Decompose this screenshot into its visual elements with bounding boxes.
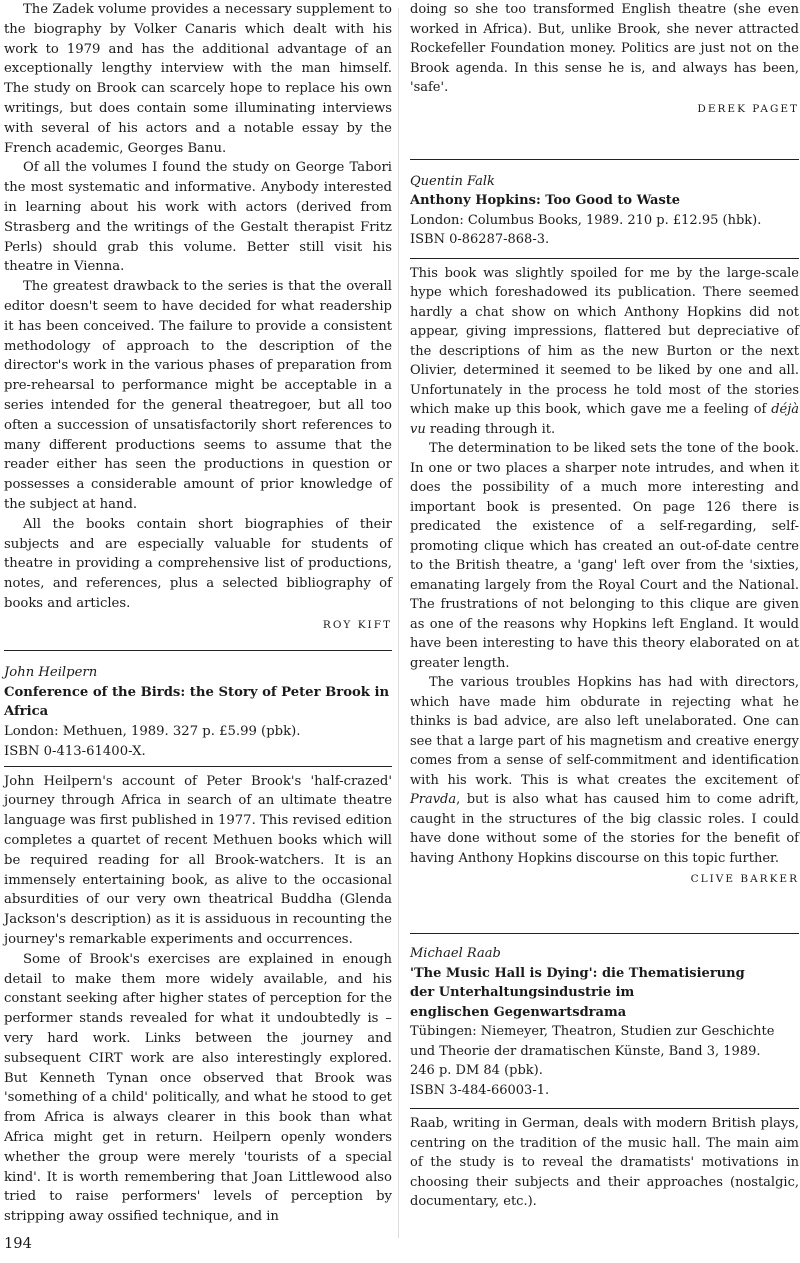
- reviewer-signature: DEREK PAGET: [697, 102, 799, 115]
- publisher-line: Tübingen: Niemeyer, Theatron, Studien zur Geschichte: [410, 1024, 775, 1039]
- section-divider: [410, 933, 799, 934]
- right-column: [410, 0, 799, 1212]
- title-line: der Unterhaltungsindustrie im: [410, 985, 635, 1000]
- section-divider: [4, 766, 392, 767]
- paragraph-raab: Raab, writing in German, deals with modern British plays, centring on the tradition of the music hall. The main aim of the study is to reveal the dramatists' motivations in choosing their subjects and their approaches (nostalgic, documentary, etc.).: [410, 1116, 799, 1209]
- reviewer-signature: CLIVE BARKER: [690, 873, 799, 885]
- paragraph-brook-exercises: Some of Brook's exercises are explained in enough detail to make them more widely available, and his constant seeking after higher states of perception for the performer stands revealed for what it undoubtedly is – very hard work. Links between the journey and subsequent CIRT work are also interestingly explored. But Kenneth Tynan once observed that Brook was 'something of a child' politically, and what he stood to get from Africa is always clearer in this book than what Africa might get in return. Heilpern openly wonders whether the group were merely 'tourists of a special kind'. It is worth remembering that Joan Littlewood also tried to raise performers' levels of perception by stripping away ossified technique, and in: [4, 951, 392, 1225]
- paragraph-troubles: The various troubles Hopkins has had with directors, which have made him obdurate in rejecting what he thinks is bad advice, are also left unelaborated. One can see that a large part of his magnetism and creative energy comes from a sense of self-commitment and identification with his work. This is what creates the excitement of Pravda, but is also what has caused him to come adrift, caught in the structures of the big classic roles. I could have done without some of the stories for the benefit of having Anthony Hopkins discourse on this topic further.: [410, 675, 799, 866]
- left-column: [4, 0, 392, 1227]
- book-publisher: London: Columbus Books, 1989. 210 p. £12.95 (hbk).: [410, 212, 762, 228]
- section-divider: [4, 650, 392, 651]
- paragraph-biographies: All the books contain short biographies of their subjects and are especially valuable for students of theatre in providing a comprehensive list of productions, notes, and references, plus a selected bibliography of books and articles.: [4, 516, 392, 611]
- book-isbn: ISBN 3-484-66003-1.: [410, 1082, 550, 1098]
- title-line: 'The Music Hall is Dying': die Thematisierung: [410, 965, 745, 981]
- title-line: englischen Gegenwartsdrama: [410, 1004, 627, 1020]
- page-number: 194: [4, 1235, 32, 1252]
- publisher-line: 246 p. DM 84 (pbk).: [410, 1063, 543, 1078]
- book-author: Quentin Falk: [410, 173, 495, 189]
- reviewer-signature: ROY KIFT: [322, 618, 392, 631]
- book-title: Anthony Hopkins: Too Good to Waste: [410, 193, 681, 208]
- paragraph-determination: The determination to be liked sets the tone of the book. In one or two places a sharper note intrudes, and when it does the possibility of a much more interesting and important book is presented. On page 126 there is predicated the existence of a self-regarding, self-promoting clique which has created an out-of-date centre to the British theatre, a 'gang' left over from the 'sixties, emanating largely from the Royal Court and the National. The frustrations of not belonging to this clique are given as one of the reasons why Hopkins left England. It would have been interesting to have this theory elaborated on at greater length.: [410, 441, 799, 671]
- paragraph-continuation: doing so she too transformed English theatre (she even worked in Africa). But, unlike Brook, she never attracted Rockefeller Foundation money. Politics are just not on the Brook agenda. In this sense he is, and always has been, 'safe'.: [410, 2, 799, 95]
- section-divider: [410, 1108, 799, 1109]
- book-isbn: ISBN 0-413-61400-X.: [4, 743, 146, 759]
- book-publisher: [410, 1022, 799, 1081]
- paragraph-hopkins-hype: This book was slightly spoiled for me by the large-scale hype which foreshadowed its publication. There seemed hardly a chat show on which Anthony Hopkins did not appear, giving impressions, flattered but depreciative of the descriptions of him as the new Burton or the next Olivier, determined it seemed to be liked by one and all. Unfortunately in the process he told most of the stories which make up this book, which gave me a feeling of déjà vu reading through it.: [410, 265, 799, 437]
- book-author: Michael Raab: [410, 946, 501, 961]
- section-divider: [410, 159, 799, 160]
- paragraph-drawback: The greatest drawback to the series is that the overall editor doesn't seem to have decided for what readership it has been conceived. The failure to provide a consistent methodology of approach to the description of the director's work in the various phases of preparation from pre-rehearsal to performance might be acceptable in a series intended for the general theatregoer, but all too often a succession of unsatisfactorily short references to many different productions seems to assume that the reader either has seen the productions in question or possesses a considerable amount of prior knowledge of the subject at hand.: [4, 279, 392, 512]
- book-author: John Heilpern: [4, 664, 98, 680]
- section-divider: [410, 258, 799, 259]
- column-gutter: [398, 8, 399, 1238]
- book-title: Conference of the Birds: the Story of Peter Brook in Africa: [4, 684, 390, 720]
- paragraph-tabori: Of all the volumes I found the study on George Tabori the most systematic and informative. Anybody interested in learning about his work with actors (derived from Strasberg and the writings of the Gestalt therapist Fritz Perls) should grab this volume. Better still visit his theatre in Vienna.: [4, 160, 392, 275]
- paragraph-zadek: The Zadek volume provides a necessary supplement to the biography by Volker Canaris which dealt with his work to 1979 and has the additional advantage of an exceptionally lengthy interview with the man himself. The study on Brook can scarcely hope to replace his own writings, but does contain some illuminating interviews with several of his actors and a notable essay by the French academic, Georges Banu.: [4, 2, 392, 156]
- book-isbn: ISBN 0-86287-868-3.: [410, 232, 550, 247]
- publisher-line: und Theorie der dramatischen Künste, Band 3, 1989.: [410, 1043, 761, 1059]
- paragraph-heilpern-account: John Heilpern's account of Peter Brook's 'half-crazed' journey through Africa in search of an ultimate theatre language was first published in 1977. This revised edition completes a quartet of recent Methuen books which will be required reading for all Brook-watchers. It is an immensely entertaining book, as alive to the occasional absurdities of our very own theatrical Buddha (Glenda Jackson's description) as it is assiduous in recounting the journey's remarkable experiments and occurrences.: [4, 773, 392, 948]
- book-publisher: London: Methuen, 1989. 327 p. £5.99 (pbk).: [4, 724, 301, 740]
- book-title: [410, 964, 799, 1023]
